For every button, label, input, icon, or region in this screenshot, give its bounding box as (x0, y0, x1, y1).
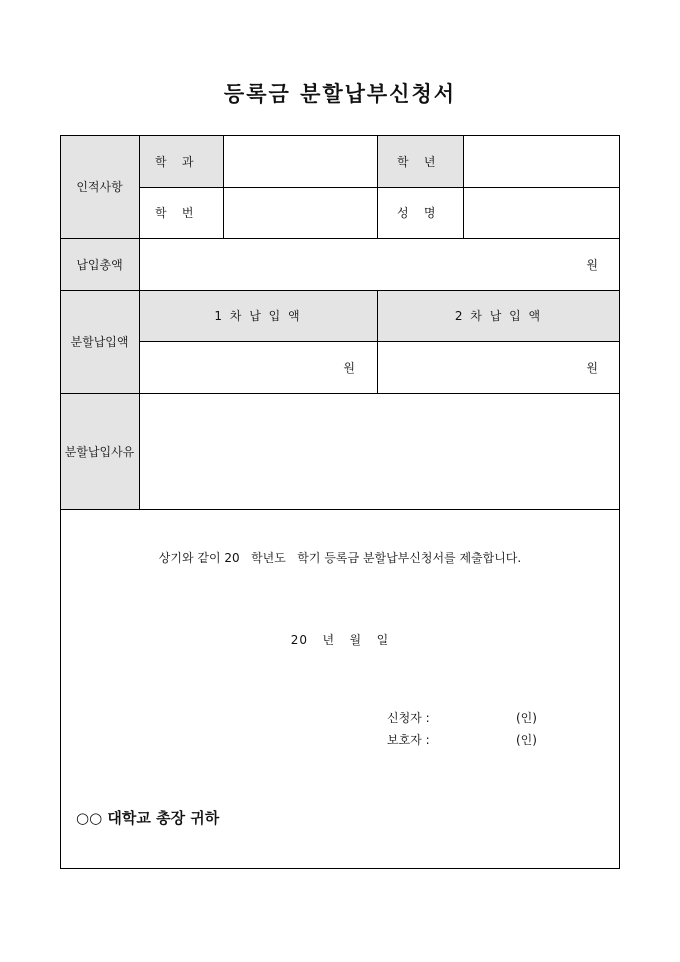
total-amount-unit: 원 (586, 257, 598, 272)
grade-label-text: 학 년 (397, 154, 436, 169)
student-id-label-text: 학 번 (155, 206, 194, 220)
applicant-seal: (인) (516, 711, 537, 725)
statement-text: 상기와 같이 20 학년도 학기 등록금 분할납부신청서를 제출합니다. (158, 551, 522, 565)
second-installment-header-text: 2 차 납 입 액 (454, 309, 543, 323)
second-installment-unit: 원 (586, 360, 598, 375)
installment-label: 분할납입액 (60, 290, 139, 393)
first-installment-header-text: 1 차 납 입 액 (214, 309, 302, 323)
addressee: ○○ 대학교 총장 귀하 (76, 809, 220, 827)
reason-label: 분할납입사유 (60, 393, 139, 509)
form-border (60, 135, 620, 869)
total-amount-label: 납입총액 (60, 238, 139, 290)
personal-info-label: 인적사항 (60, 135, 139, 238)
guardian-label: 보호자 : (387, 733, 430, 747)
name-label-text: 성 명 (397, 206, 436, 220)
department-label-text: 학 과 (155, 154, 194, 169)
first-installment-unit: 원 (343, 360, 355, 375)
guardian-seal: (인) (516, 733, 537, 747)
application-form (60, 135, 620, 869)
page-title: 등록금 분할납부신청서 (223, 81, 457, 106)
applicant-label: 신청자 : (387, 711, 430, 725)
date-line: 20 년 월 일 (290, 633, 390, 647)
